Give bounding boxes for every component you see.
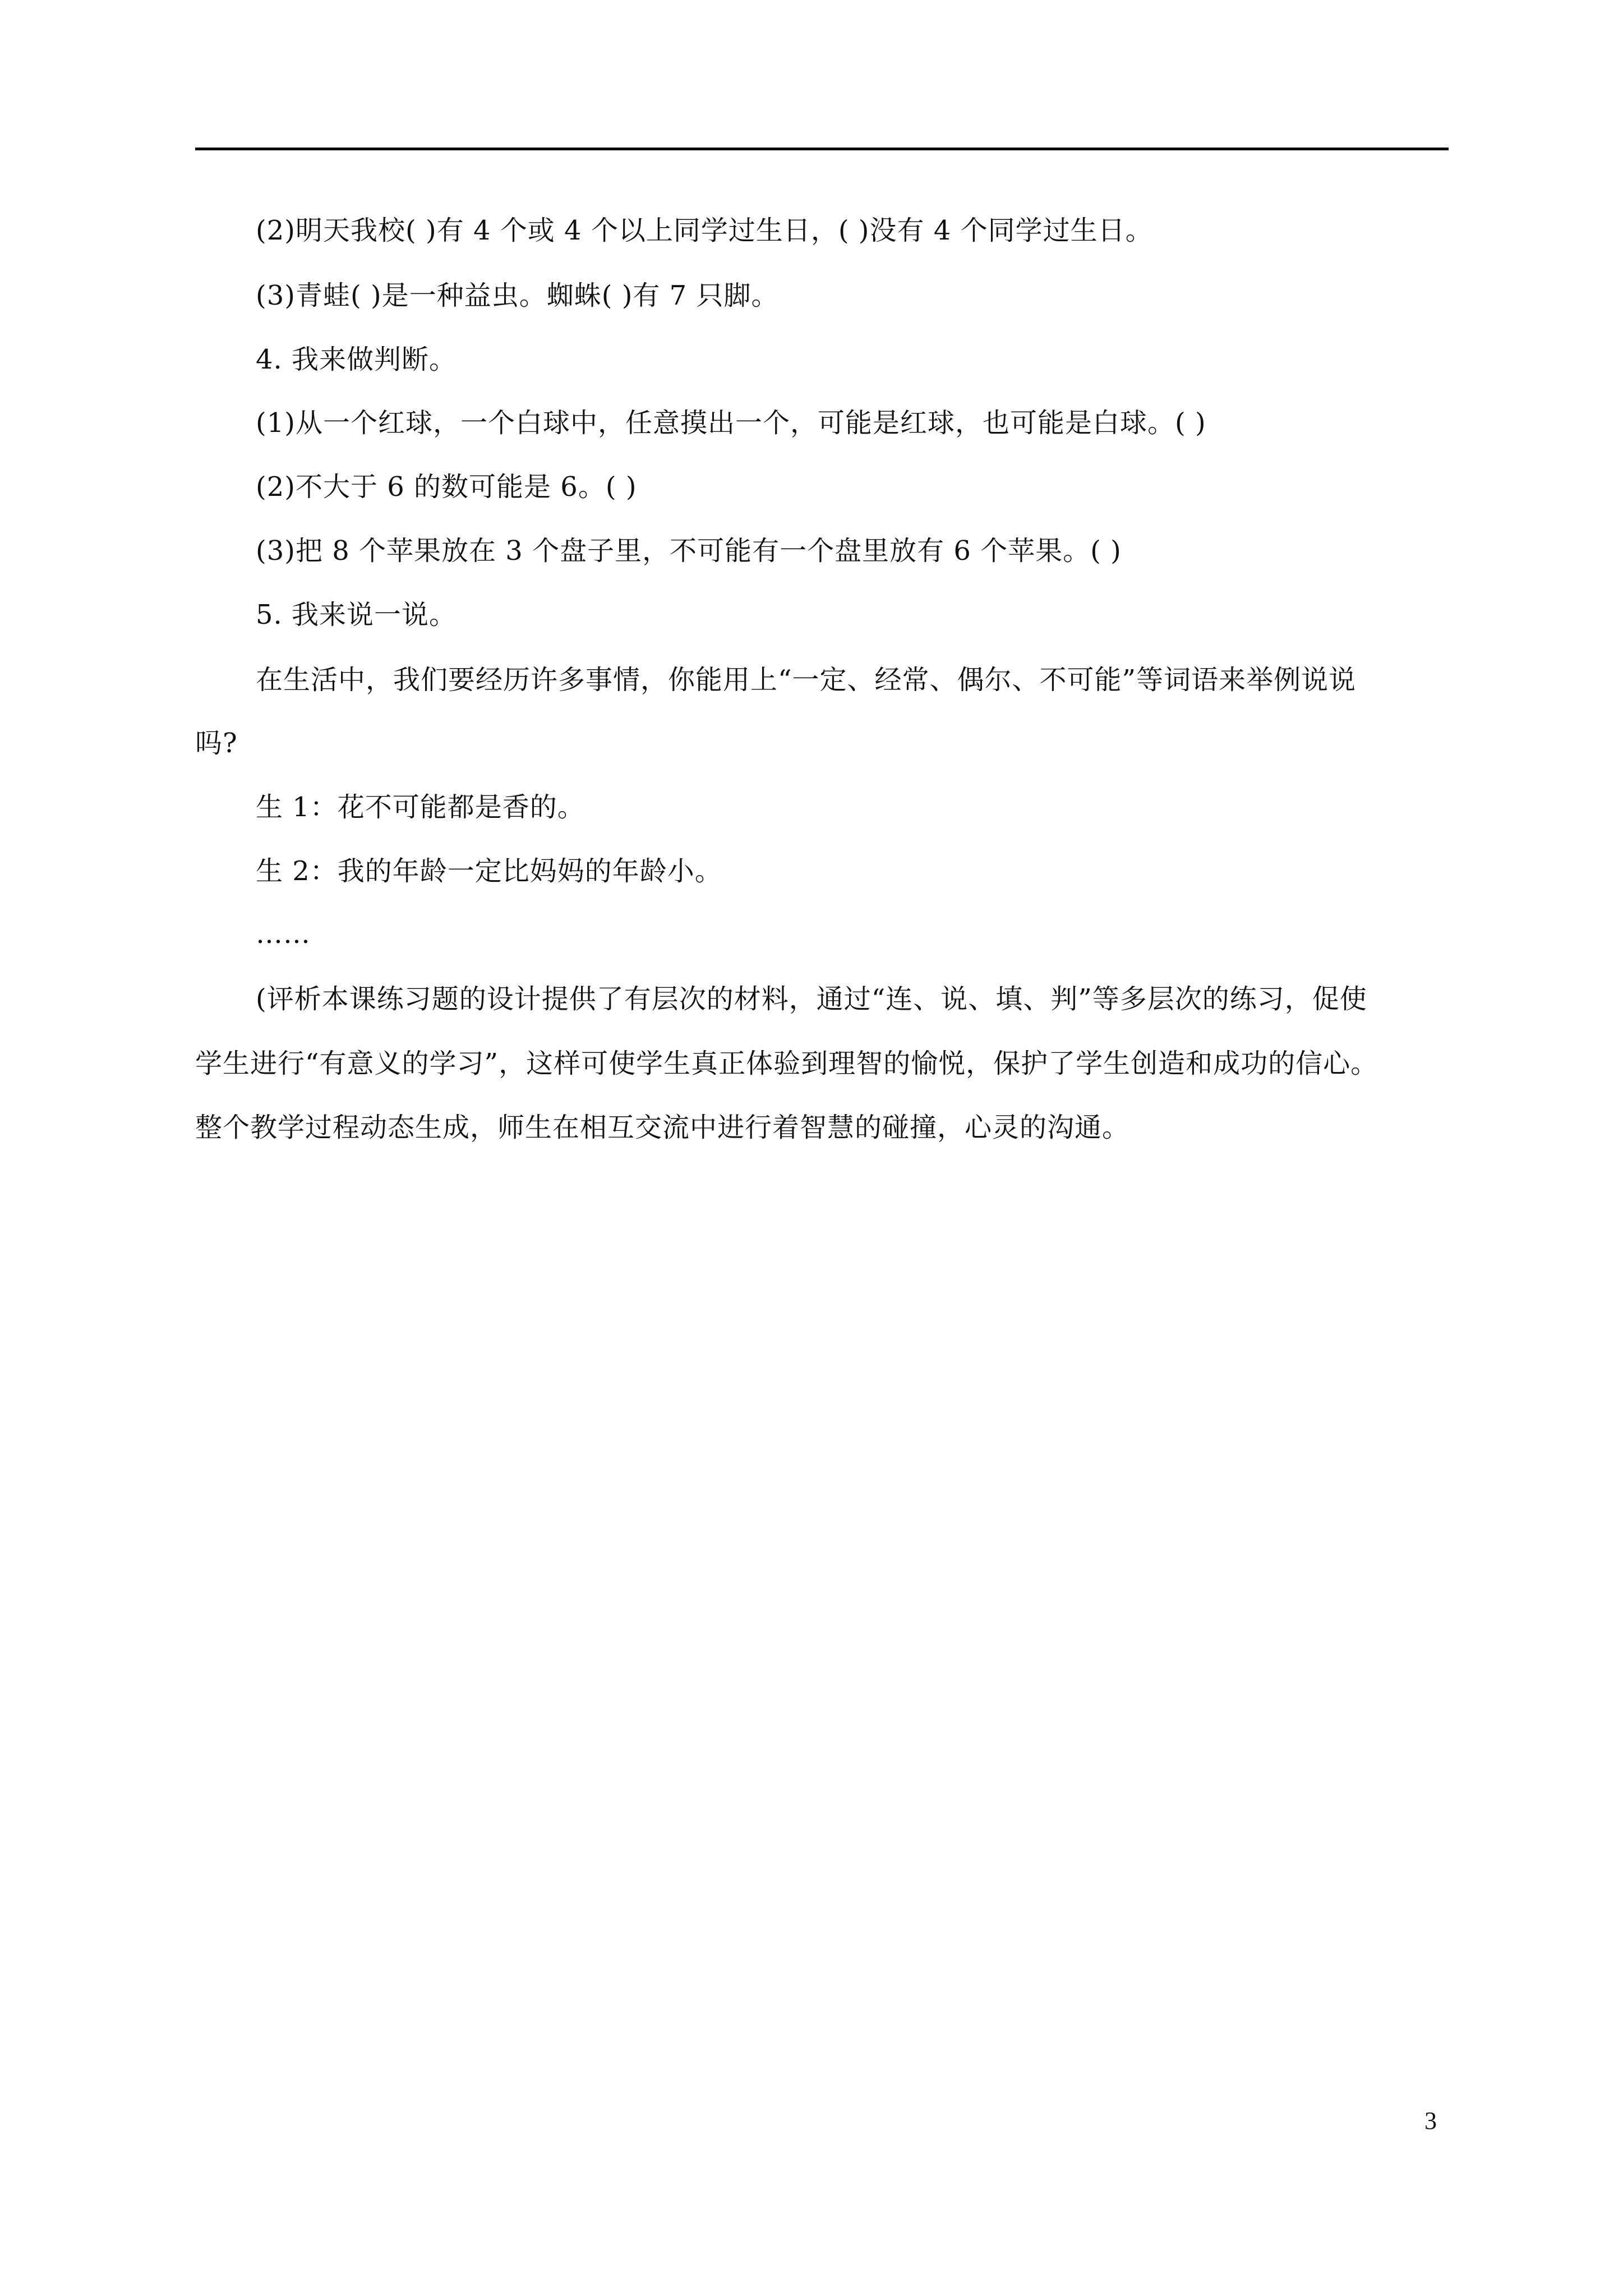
discussion-prompt-line-1: 在生活中，我们要经历许多事情，你能用上“一定、经常、偶尔、不可能”等词语来举例说说 — [256, 664, 1357, 696]
section-5-heading: 5. 我来说一说。 — [256, 599, 457, 631]
student-answer-1: 生 1：花不可能都是香的。 — [256, 792, 585, 823]
page-number: 3 — [1424, 2107, 1437, 2134]
fill-question-3: (3)青蛙( )是一种益虫。蜘蛛( )有 7 只脚。 — [256, 280, 779, 311]
judge-question-3: (3)把 8 个苹果放在 3 个盘子里，不可能有一个盘里放有 6 个苹果。( ) — [256, 535, 1122, 567]
discussion-prompt-line-2: 吗? — [195, 728, 238, 759]
commentary-line-3: 整个教学过程动态生成，师生在相互交流中进行着智慧的碰撞，心灵的沟通。 — [195, 1112, 1130, 1143]
header-rule — [195, 148, 1449, 150]
ellipsis: …… — [256, 918, 311, 950]
student-answer-2: 生 2：我的年龄一定比妈妈的年龄小。 — [256, 855, 722, 887]
judge-question-1: (1)从一个红球，一个白球中，任意摸出一个，可能是红球，也可能是白球。( ) — [256, 407, 1206, 439]
commentary-line-2: 学生进行“有意义的学习”，这样可使学生真正体验到理智的愉悦，保护了学生创造和成功的信心。 — [195, 1048, 1378, 1079]
fill-question-2: (2)明天我校( )有 4 个或 4 个以上同学过生日，( )没有 4 个同学过生日。 — [256, 215, 1153, 246]
judge-question-2: (2)不大于 6 的数可能是 6。( ) — [256, 471, 637, 503]
section-4-heading: 4. 我来做判断。 — [256, 344, 457, 375]
commentary-line-1: (评析本课练习题的设计提供了有层次的材料，通过“连、说、填、判”等多层次的练习，促使 — [256, 983, 1367, 1015]
